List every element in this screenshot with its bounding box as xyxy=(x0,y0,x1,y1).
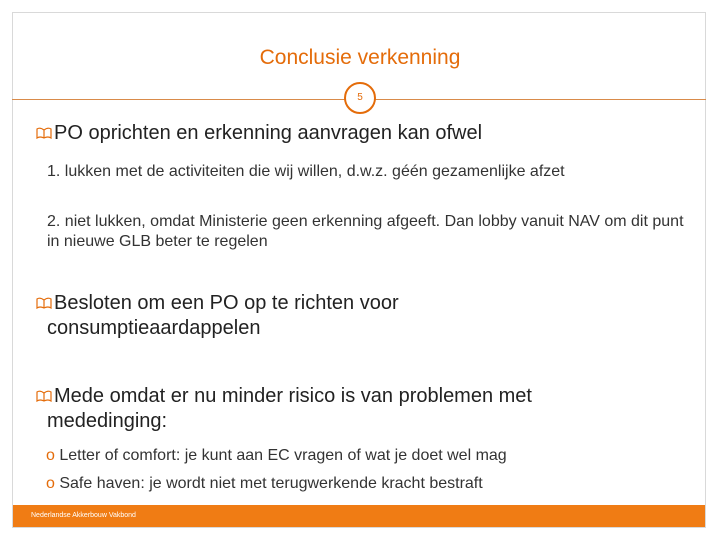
page-number: 5 xyxy=(344,82,376,114)
bullet-besloten xyxy=(36,291,399,341)
open-book-icon xyxy=(36,121,54,146)
bullet-text-line2: consumptieaardappelen xyxy=(47,317,261,340)
sub-bullet-text: Letter of comfort: je kunt aan EC vragen of wat je doet wel mag xyxy=(59,447,507,464)
bullet-text: PO oprichten en erkenning aanvragen kan ofwel xyxy=(54,122,483,144)
bullet-text-line1: Mede omdat er nu minder risico is van problemen met xyxy=(54,385,532,407)
slide-title: Conclusie verkenning xyxy=(259,46,461,69)
bullet-text-line1: Besloten om een PO op te richten voor xyxy=(54,292,399,314)
open-book-icon xyxy=(36,384,54,409)
footer-bar xyxy=(13,505,705,527)
circle-icon: o xyxy=(46,475,55,492)
open-book-icon xyxy=(36,291,54,316)
sub-item-2: 2. niet lukken, omdat Ministerie geen erkenning afgeeft. Dan lobby vanuit NAV om dit punt in nieuwe GLB beter te regelen xyxy=(47,213,684,250)
bullet-mede-omdat xyxy=(36,384,532,434)
footer-text: Nederlandse Akkerbouw Vakbond xyxy=(31,512,136,519)
sub-bullet-text: Safe haven: je wordt niet met terugwerkende kracht bestraft xyxy=(59,475,483,492)
sub-bullet-letter-of-comfort xyxy=(46,443,507,468)
bullet-po-oprichten xyxy=(36,121,482,146)
bullet-text-line2: mededinging: xyxy=(47,410,168,433)
sub-bullet-safe-haven xyxy=(46,471,483,496)
circle-icon: o xyxy=(46,447,55,464)
sub-item-1: 1. lukken met de activiteiten die wij willen, d.w.z. géén gezamenlijke afzet xyxy=(47,163,565,180)
